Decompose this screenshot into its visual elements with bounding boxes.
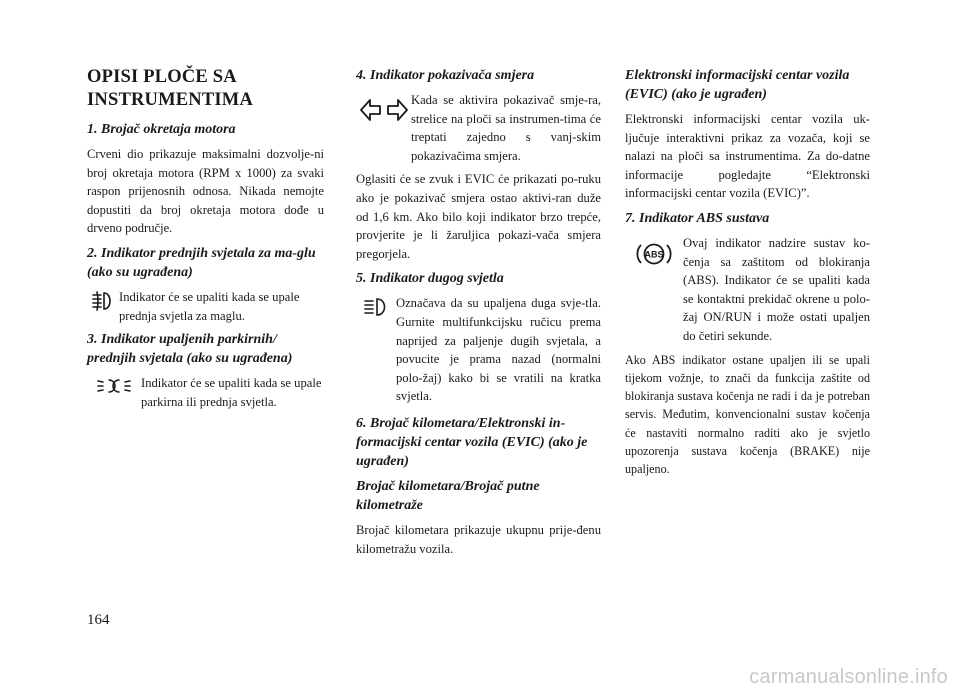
section-6-subheading: Brojač kilometara/Brojač putne kilometraže (356, 478, 540, 513)
section-7-icon-row (625, 234, 870, 346)
front-fog-light-icon (87, 288, 119, 312)
section-7-text: Ovaj indikator nadzire sustav ko-čenja sa zaštitom od blokiranja (ABS). Indikator će se upaliti kada se kontaktni prekidač okrene u polo-žaj ON/RUN i može ostati upaljen do četiri sekunde. (683, 235, 870, 343)
evic-heading: Elektronski informacijski centar vozila (EVIC) (ako je ugrađen) (625, 68, 850, 102)
section-5-text: Označava da su upaljena duga svje-tla. Gurnite multifunkcijsku ručicu prema naprijed za paljenje dugih svjetala, a povucite je prama nazad (normalni polo-žaj) kako bi se vratili na kratka svjetla. (396, 296, 601, 404)
section-2-icon-row (87, 288, 324, 325)
section-6-heading: 6. Brojač kilometara/Elektronski in-formacijski centar vozila (EVIC) (ako je ugrađen) (356, 415, 588, 469)
column-right (625, 66, 870, 485)
page-number: 164 (87, 612, 110, 628)
section-1-heading: 1. Brojač okretaja motora (87, 122, 236, 137)
column-left (87, 66, 324, 416)
section-2-heading: 2. Indikator prednjih svjetala za ma-glu (ako su ugrađena) (87, 245, 316, 280)
column-middle (356, 66, 601, 564)
title-line-1: OPISI PLOČE SA (87, 67, 237, 87)
section-1-text: Crveni dio prikazuje maksimalni dozvolje-ni broj okretaja motora (RPM x 1000) za svaki raspon prijenosnih odnosa. Nikada nemojte dopustiti da broj okretaja motora dođe u drveno područje. (87, 147, 324, 236)
abs-icon-label: ABS (644, 249, 664, 260)
section-3-text: Indikator će se upaliti kada se upale parkirna ili prednja svjetla. (141, 376, 322, 409)
evic-text: Elektronski informacijski centar vozila uk-ljučuje interaktivni prikaz za vozača, koji se nalazi na ploči sa instrumentima. Za do-datne informacije pogledajte “Elektronski informacijski centar vozila (EVIC)”. (625, 112, 870, 201)
parking-lights-icon (87, 374, 141, 394)
section-2-text: Indikator će se upaliti kada se upale prednja svjetla za maglu. (119, 289, 300, 323)
section-3-icon-row (87, 374, 324, 411)
section-4-icon-row (356, 91, 601, 165)
section-5-heading: 5. Indikator dugog svjetla (356, 271, 504, 287)
section-4-heading: 4. Indikator pokazivača smjera (356, 68, 535, 83)
section-6-text: Brojač kilometara prikazuje ukupnu prije-đenu kilometražu vozila. (356, 522, 601, 556)
section-7-heading: 7. Indikator ABS sustava (625, 210, 770, 226)
section-4-text-2: Oglasiti će se zvuk i EVIC će prikazati po-ruku ako je pokazivač smjera ostao aktivi-ran duže od 1,6 km. Ako bilo koji indikator brzo trepće, provjerite je li žaruljica pokazi-vača smjera pregorjela. (356, 172, 601, 261)
section-5-icon-row (356, 294, 601, 406)
section-4-text: Kada se aktivira pokazivač smje-ra, strelice na ploči sa instrumen-tima će treptati zajedno s vanj-skim pokazivačima smjera. (411, 93, 601, 163)
high-beam-icon (356, 294, 396, 317)
section-7-text-2: Ako ABS indikator ostane upaljen ili se upali tijekom vožnje, to znači da funkcija zaštite od blokiranja sustava kočenja ne radi i da je potreban servis. Međutim, konvencionalni sustav kočenja će nastaviti normalno raditi ako je svjetlo upozorenja sustava kočenja (BRAKE) nije upaljeno. (625, 352, 870, 477)
section-3-heading: 3. Indikator upaljenih parkirnih/ prednjih svjetala (ako su ugrađena) (87, 332, 293, 367)
title-line-2: INSTRUMENTIMA (87, 90, 254, 110)
page-title (87, 66, 324, 112)
abs-icon (625, 234, 683, 268)
turn-signal-arrows-icon (356, 91, 411, 123)
watermark: carmanualsonline.info (749, 666, 948, 688)
section-5-text-part (396, 294, 601, 406)
